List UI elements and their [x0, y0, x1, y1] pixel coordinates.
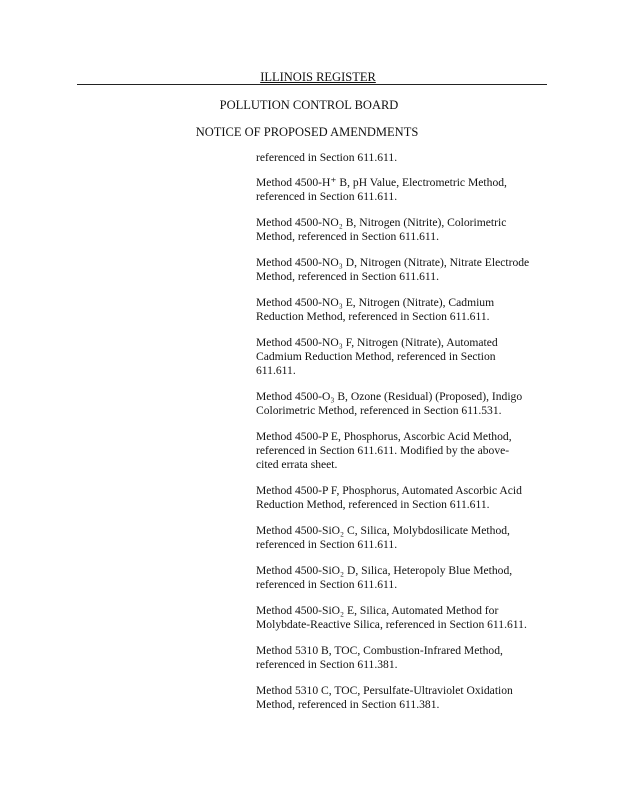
method-entry: [256, 644, 556, 672]
method-entry: [256, 430, 556, 472]
header-rule: [77, 84, 547, 85]
entry-line: Method 4500-NO₃ F, Nitrogen (Nitrate), Automated: [256, 336, 498, 349]
entry-line: cited errata sheet.: [256, 458, 338, 471]
entry-line: Method, referenced in Section 611.611.: [256, 230, 439, 243]
method-entry: [256, 604, 556, 632]
entry-line: Method 4500-H⁺ B, pH Value, Electrometric Method,: [256, 176, 507, 189]
entry-line: Method, referenced in Section 611.611.: [256, 270, 439, 283]
entry-line: Colorimetric Method, referenced in Section 611.531.: [256, 404, 502, 417]
entry-line: referenced in Section 611.381.: [256, 658, 398, 671]
entry-line: referenced in Section 611.611. Modified by the above-: [256, 444, 510, 457]
entry-line: Cadmium Reduction Method, referenced in Section: [256, 350, 496, 363]
method-entry: [256, 176, 556, 204]
method-entry: [256, 524, 556, 552]
method-list: [256, 151, 556, 724]
entry-line: Method 5310 B, TOC, Combustion-Infrared Method,: [256, 644, 503, 657]
board-title: POLLUTION CONTROL BOARD: [219, 98, 399, 112]
entry-line: Method 4500-P F, Phosphorus, Automated Ascorbic Acid: [256, 484, 522, 497]
entry-line: referenced in Section 611.611.: [256, 190, 398, 203]
method-entry: [256, 484, 556, 512]
entry-line: Method 4500-NO₃ E, Nitrogen (Nitrate), Cadmium: [256, 296, 495, 309]
entry-line: Method 4500-SiO₂ D, Silica, Heteropoly Blue Method,: [256, 564, 513, 577]
entry-line: Method 4500-SiO₂ C, Silica, Molybdosilicate Method,: [256, 524, 510, 537]
entry-line: Molybdate-Reactive Silica, referenced in Section 611.611.: [256, 618, 527, 631]
method-entry: [256, 256, 556, 284]
entry-line: 611.611.: [256, 364, 296, 377]
entry-line: Method, referenced in Section 611.381.: [256, 698, 440, 711]
entry-line: Method 5310 C, TOC, Persulfate-Ultraviolet Oxidation: [256, 684, 513, 697]
entry-line: Method 4500-NO₂ B, Nitrogen (Nitrite), Colorimetric: [256, 216, 507, 229]
entry-line: referenced in Section 611.611.: [256, 151, 398, 164]
entry-line: referenced in Section 611.611.: [256, 538, 398, 551]
entry-line: Method 4500-NO₃ D, Nitrogen (Nitrate), Nitrate Electrode: [256, 256, 530, 269]
method-entry: [256, 296, 556, 324]
method-entry: [256, 216, 556, 244]
notice-title: NOTICE OF PROPOSED AMENDMENTS: [195, 125, 419, 139]
method-entry: [256, 151, 556, 165]
method-entry: [256, 684, 556, 712]
method-entry: [256, 336, 556, 378]
register-title: ILLINOIS REGISTER: [260, 70, 376, 84]
entry-line: Method 4500-SiO₂ E, Silica, Automated Method for: [256, 604, 499, 617]
entry-line: Reduction Method, referenced in Section 611.611.: [256, 498, 490, 511]
entry-line: Method 4500-O₃ B, Ozone (Residual) (Proposed), Indigo: [256, 390, 523, 403]
entry-line: Reduction Method, referenced in Section 611.611.: [256, 310, 490, 323]
method-entry: [256, 390, 556, 418]
entry-line: referenced in Section 611.611.: [256, 578, 398, 591]
method-entry: [256, 564, 556, 592]
entry-line: Method 4500-P E, Phosphorus, Ascorbic Acid Method,: [256, 430, 512, 443]
